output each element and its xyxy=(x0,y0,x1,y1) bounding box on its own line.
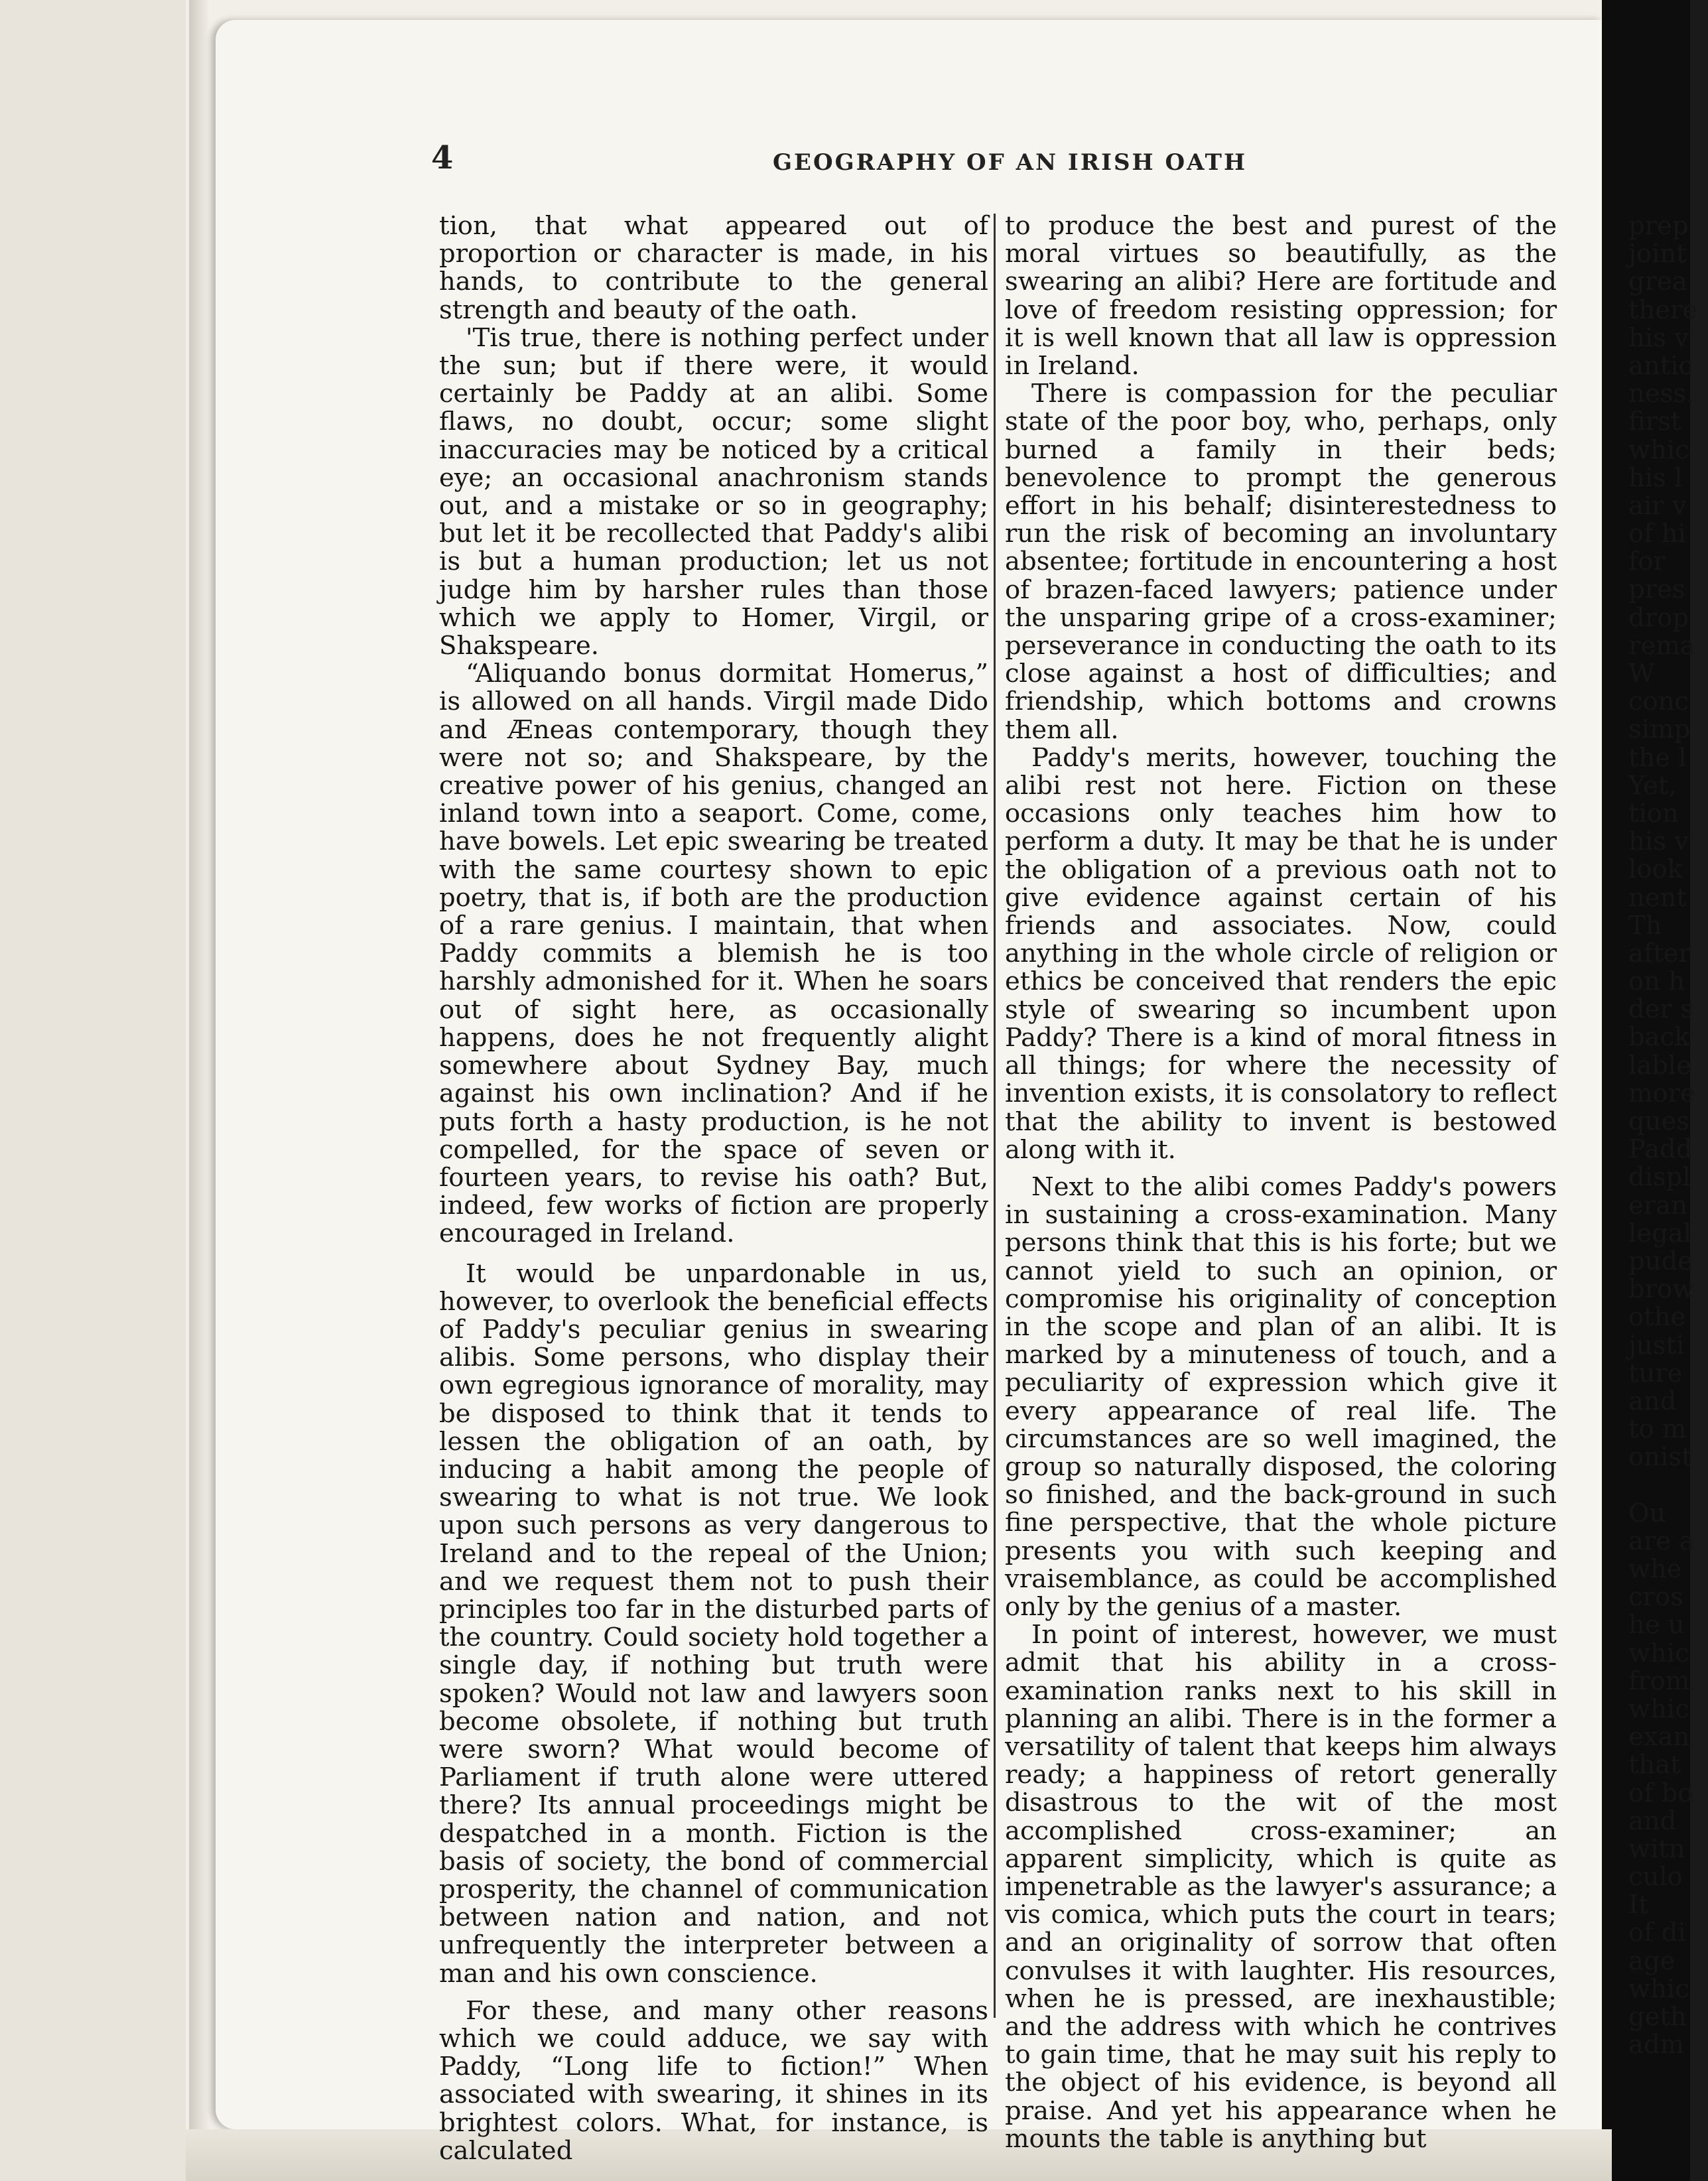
column-rule xyxy=(994,214,996,2018)
next-page-fragment: on h xyxy=(1628,966,1685,997)
paragraph: “Aliquando bonus dormitat Homerus,” is allowed on all hands. Virgil made Dido and Æneas contemporary, though they were not so; and Shakspeare, by the creative power of his genius, changed an inland town into a seaport. Come, come, have bowels. Let epic swearing be treated with the same courtesy shown to epic poetry, that is, if both are the production of a rare genius. I maintain, that when Paddy commits a blemish he is too harshly admonished for it. When he soars out of sight here, as occasionally happens, does he not frequently alight somewhere about Sydney Bay, much against his own inclination? And if he puts forth a hasty production, is he not compelled, for the space of seven or fourteen years, to revise his oath? But, indeed, few works of fiction are properly encouraged in Ireland. xyxy=(439,659,988,1249)
next-page-fragment: culo xyxy=(1628,1862,1683,1892)
next-page-fragment: Padd xyxy=(1628,1134,1693,1165)
next-page-fragment: justi xyxy=(1628,1330,1685,1360)
next-page-fragment: eran xyxy=(1628,1190,1687,1221)
paragraph: It would be unpardonable in us, however, to overlook the beneficial effects of Paddy's peculiar genius in swearing alibis. Some persons, who display their own egregious ignorance of morality, may be disposed to think that it tends to lessen the obligation of an oath, by inducing a habit among the people of swearing to what is not true. We look upon such persons as very dangerous to Ireland and to the repeal of the Union; and we request them not to push their principles too far in the disturbed parts of the country. Could society hold together a single day, if nothing but truth were spoken? Would not law and lawyers soon become obsolete, if nothing but truth were sworn? What would become of Parliament if truth alone were uttered there? Its annual proceedings might be despatched in a month. Fiction is the basis of society, the bond of commercial prosperity, the channel of communication between nation and nation, and not unfrequently the interpreter between a man and his own conscience. xyxy=(439,1258,988,1989)
next-page-fragment: antic xyxy=(1628,350,1693,381)
paragraph: to produce the best and purest of the moral virtues so beautifully, as the swearing an alibi? Here are fortitude and love of freedom resisting oppression; for it is well known that all law is oppression in Ireland. xyxy=(1005,211,1557,381)
page-fold-edge xyxy=(189,0,209,2181)
next-page-fragment: whic xyxy=(1628,1693,1689,1724)
next-page-fragment: of bo xyxy=(1628,1778,1693,1808)
next-page-fragment: brow xyxy=(1628,1274,1695,1305)
next-page-fragment: exan xyxy=(1628,1722,1690,1752)
paragraph: For these, and many other reasons which we could adduce, we say with Paddy, “Long life to fiction!” When associated with swearing, it shines in its brightest colors. What, for instance, is calculated xyxy=(439,1995,988,2166)
next-page-fragment: ness. xyxy=(1628,379,1695,409)
running-title: GEOGRAPHY OF AN IRISH OATH xyxy=(773,149,1248,176)
next-page-fragment: the l xyxy=(1628,742,1687,773)
left-column xyxy=(439,212,988,2165)
next-page-fragment: Yet, xyxy=(1628,770,1677,801)
paragraph: In point of interest, however, we must admit that his ability in a cross-examination ranks next to his skill in planning an alibi. There is in the former a versatility of talent that keeps him always ready; a happiness of retort generally disastrous to the wit of the most accomplished cross-examiner; an apparent simplicity, which is quite as impenetrable as the lawyer's assurance; a vis comica, which puts the court in tears; and an originality of sorrow that often convulses it with laughter. His resources, when he is pressed, are inexhaustible; and the address with which he contrives to gain time, that he may suit his reply to the object of his evidence, is beyond all praise. And yet his appearance when he mounts the table is anything but xyxy=(1005,1620,1557,2154)
next-page-fragment: for xyxy=(1628,547,1666,577)
paragraph: Next to the alibi comes Paddy's powers in sustaining a cross-examination. Many persons think that this is his forte; but we cannot yield to such an opinion, or compromise his originality of conception in the scope and plan of an alibi. It is marked by a minuteness of touch, and a peculiarity of expression which give it every appearance of real life. The circumstances are so well imagined, the group so naturally disposed, the coloring so finished, and the back-ground in such fine perspective, that the whole picture presents you with such keeping and vraisemblance, as could be accomplished only by the genius of a master. xyxy=(1005,1171,1557,1622)
next-page-fragment: legal xyxy=(1628,1218,1692,1248)
next-page-fragment: onist xyxy=(1628,1442,1692,1473)
next-page-fragment: air v xyxy=(1628,490,1687,521)
next-page-fragment: first xyxy=(1628,407,1681,437)
next-page-fragment: after xyxy=(1628,938,1691,968)
scan-left-margin xyxy=(0,0,186,2181)
next-page-fragment: ques xyxy=(1628,1106,1689,1136)
next-page-fragment xyxy=(1628,1471,1708,1499)
next-page-fragment: that xyxy=(1628,1750,1681,1780)
next-page-fragment: are a xyxy=(1628,1526,1695,1556)
next-page-fragment: his v xyxy=(1628,826,1689,857)
page-number: 4 xyxy=(431,139,454,176)
next-page-fragment: lable xyxy=(1628,1050,1692,1081)
next-page-fragment: prep xyxy=(1628,211,1689,241)
right-column xyxy=(1005,212,1557,2153)
next-page-fragment: there xyxy=(1628,295,1698,325)
paragraph: Paddy's merits, however, touching the alibi rest not here. Fiction on these occasions only teaches him how to perform a duty. It may be that he is under the obligation of a previous oath not to give evidence against certain of his friends and associates. Now, could anything in the whole circle of religion or ethics be conceived that renders the epic style of swearing so incumbent upon Paddy? There is a kind of moral fitness in all things; for where the necessity of invention exists, it is consolatory to reflect that the ability to invent is bestowed along with it. xyxy=(1005,742,1557,1165)
next-page-fragment: and xyxy=(1628,1386,1677,1416)
next-page-fragment: to m xyxy=(1628,1414,1687,1445)
next-page-fragment: pres xyxy=(1628,574,1685,605)
next-page-fragment: his v xyxy=(1628,322,1689,353)
next-page-fragment: whe xyxy=(1628,1554,1682,1584)
next-page-fragment: joint xyxy=(1628,239,1687,269)
next-page-fragment: age xyxy=(1628,1946,1675,1976)
next-page-fragment: from xyxy=(1628,1666,1690,1696)
next-page-fragment: his l xyxy=(1628,462,1683,493)
next-page-fragment: grea xyxy=(1628,267,1687,297)
next-page-fragment: of hi xyxy=(1628,519,1686,549)
next-page-fragment: ture xyxy=(1628,1358,1683,1388)
next-page-fragment: Ou xyxy=(1628,1498,1666,1528)
next-page-fragment: nent xyxy=(1628,882,1687,913)
next-page-fragment: whic xyxy=(1628,434,1689,465)
next-page-fragment: of di xyxy=(1628,1918,1686,1948)
next-page-fragment: and xyxy=(1628,1806,1677,1836)
next-page-fragment: tion xyxy=(1628,798,1679,828)
paragraph: tion, that what appeared out of proportion or character is made, in his hands, to contribute to the general strength and beauty of the oath. xyxy=(439,211,988,325)
next-page-fragment: Th xyxy=(1628,910,1662,941)
next-page-fragment: adm xyxy=(1628,2030,1685,2060)
paragraph: 'Tis true, there is nothing perfect under the sun; but if there were, it would certainly be Paddy at an alibi. Some flaws, no doubt, occur; some slight inaccuracies may be noticed by a critical eye; an occasional anachronism stands out, and a mistake or so in geography; but let it be recollected that Paddy's alibi is but a human production; let us not judge him by harsher rules than those which we apply to Homer, Virgil, or Shakspeare. xyxy=(439,322,988,661)
next-page-fragment: cros xyxy=(1628,1582,1683,1613)
next-page-edge-column xyxy=(1628,212,1708,2059)
next-page-fragment: he u xyxy=(1628,1610,1685,1640)
next-page-fragment: geth xyxy=(1628,2002,1687,2032)
next-page-fragment: whic xyxy=(1628,1638,1689,1668)
next-page-fragment: drop xyxy=(1628,602,1689,633)
paragraph: There is compassion for the peculiar state of the poor boy, who, perhaps, only burned a family in their beds; benevolence to prompt the generous effort in his behalf; disinterestedness to run the risk of becoming an involuntary absentee; fortitude in encountering a host of brazen-faced lawyers; patience under the unsparing gripe of a cross-examiner; perseverance in conducting the oath to its close against a host of difficulties; and friendship, which bottoms and crowns them all. xyxy=(1005,379,1557,745)
next-page-fragment: displ xyxy=(1628,1162,1691,1193)
next-page-fragment: pude xyxy=(1628,1246,1693,1276)
next-page-fragment: conc xyxy=(1628,687,1689,717)
next-page-fragment: simp xyxy=(1628,714,1691,745)
next-page-fragment: whic xyxy=(1628,1973,1689,2004)
next-page-fragment: witn xyxy=(1628,1833,1685,1864)
next-page-fragment: othe xyxy=(1628,1302,1686,1333)
next-page-fragment: look xyxy=(1628,854,1683,885)
next-page-fragment: more xyxy=(1628,1078,1695,1108)
next-page-fragment: back xyxy=(1628,1022,1690,1053)
next-page-fragment: rema xyxy=(1628,630,1695,661)
next-page-fragment: der s xyxy=(1628,994,1693,1025)
next-page-fragment: It xyxy=(1628,1890,1649,1920)
next-page-fragment: W xyxy=(1628,659,1655,689)
